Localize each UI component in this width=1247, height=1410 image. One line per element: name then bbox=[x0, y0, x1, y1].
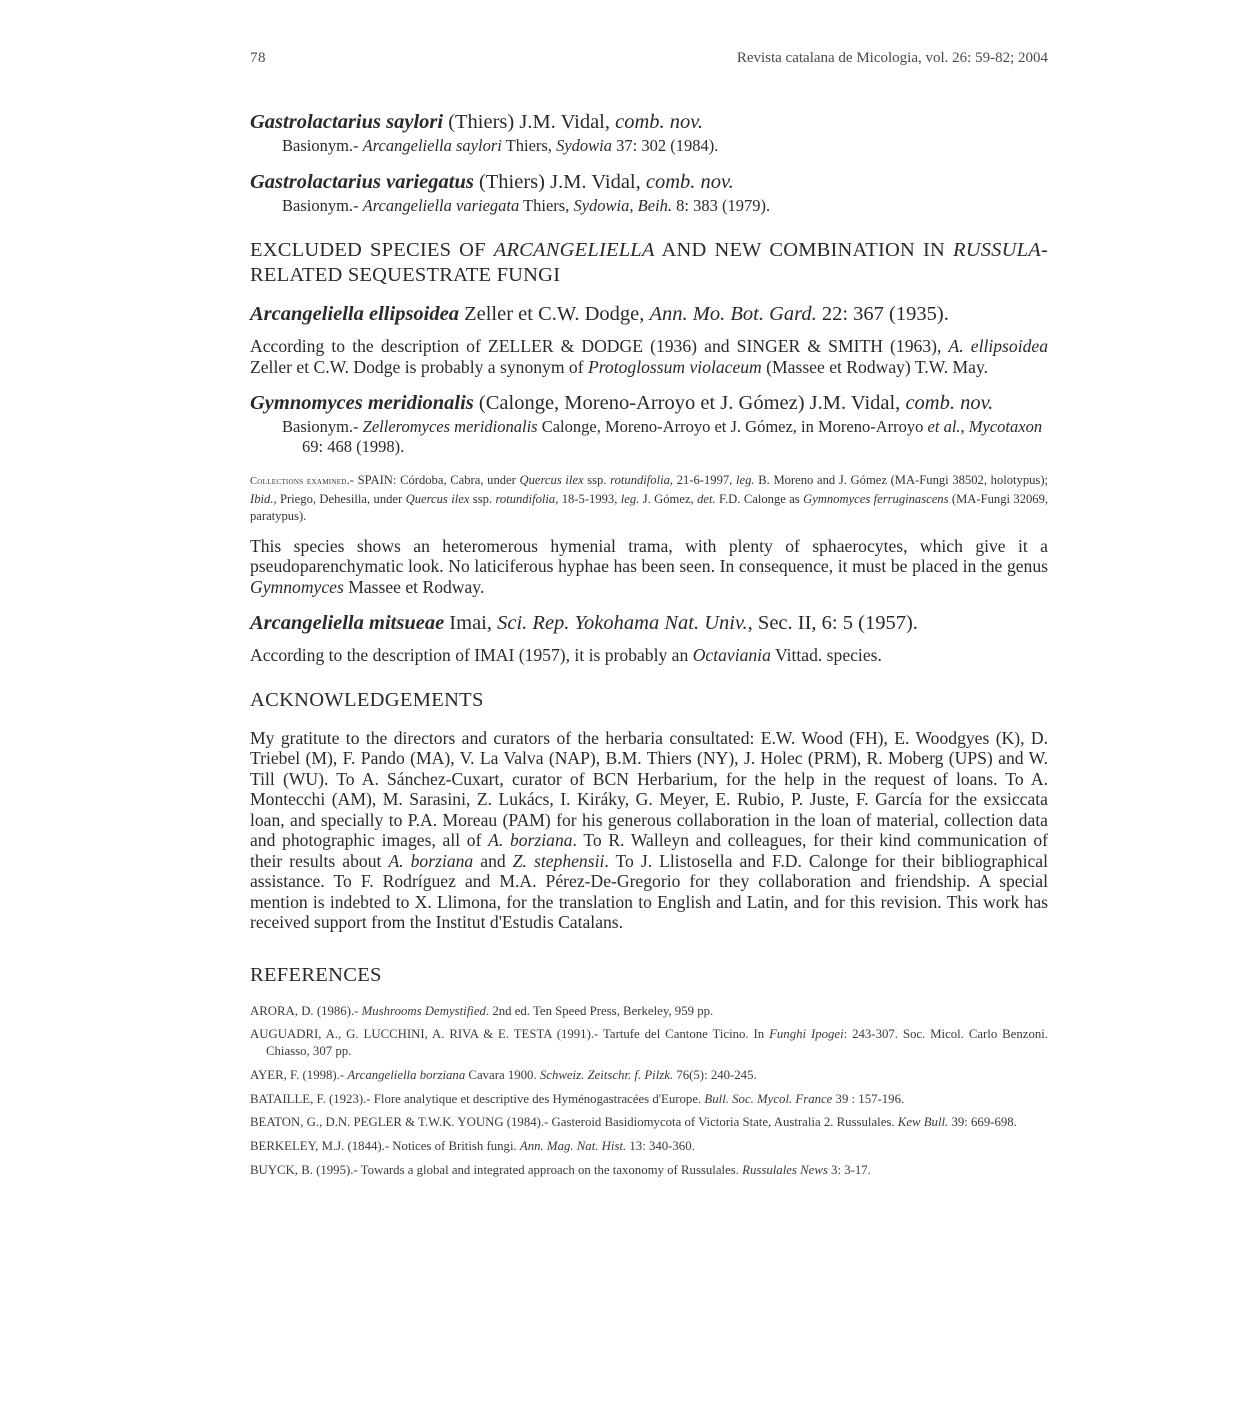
collections-examined bbox=[250, 472, 1048, 526]
basionym-citation: 8: 383 (1979). bbox=[672, 196, 771, 215]
reference-italic: Schweiz. Zeitschr. f. Pilzk. bbox=[539, 1067, 674, 1082]
text: (MA-Fungi 32069, paratypus). bbox=[250, 491, 1049, 523]
reference-text: BEATON, G., D.N. PEGLER & T.W.K. YOUNG (1984).- Gasteroid Basidiomycota of Victoria State, Australia 2. Russulales. bbox=[250, 1115, 898, 1130]
excluded-species-heading bbox=[250, 238, 1048, 288]
text: , Priego, Dehesilla, under bbox=[273, 491, 406, 506]
reference-italic: Mushrooms Demystified bbox=[361, 1003, 486, 1018]
text: J. Gómez, bbox=[639, 491, 698, 506]
taxon-name: Octaviania bbox=[692, 645, 771, 665]
basionym-author: Calonge, Moreno-Arroyo et J. Gómez, in Moreno-Arroyo bbox=[537, 417, 928, 436]
basionym-name: Zelleromyces meridionalis bbox=[362, 417, 538, 436]
text: According to the description of IMAI (1957), it is probably an bbox=[250, 645, 693, 665]
taxon-name: Protoglossum violaceum bbox=[587, 356, 762, 377]
reference-italic: Russulales News bbox=[742, 1163, 828, 1178]
basionym-author: Thiers, bbox=[519, 196, 574, 215]
reference-item bbox=[250, 1003, 1048, 1020]
text: Vittad. species. bbox=[770, 645, 882, 665]
species-title bbox=[250, 303, 1048, 326]
reference-italic: Kew Bull. bbox=[897, 1115, 949, 1130]
text: F.D. Calonge as bbox=[715, 491, 804, 506]
reference-item bbox=[250, 1138, 1048, 1155]
heading-genus: ARCANGELIELLA bbox=[493, 239, 655, 261]
basionym-name: Arcangeliella saylori bbox=[362, 136, 502, 155]
species-authors: (Thiers) J.M. Vidal, bbox=[478, 171, 646, 193]
reference-text: 76(5): 240-245. bbox=[673, 1067, 757, 1082]
species-authors: Zeller et C.W. Dodge, bbox=[458, 303, 650, 325]
reference-text: 39: 669-698. bbox=[948, 1115, 1017, 1130]
text: My gratitute to the directors and curators of the herbaria consultated: E.W. Wood (FH), E. Woodgyes (K), D. Triebel (M), F. Pando (MA), V. La Valva (NAP), B.M. Thiers (NY), J. Holec (PRM), R. Moberg (UPS) and W. Till (WU). To A. Sánchez-Cuxart, curator of BCN Herbarium, for the help in the request of loans. To A. Montecchi (AM), M. Sarasini, Z. Lukács, I. Kiráky, G. Meyer, E. Rubio, P. Juste, F. García for the exsiccata loan, and specially to P.A. Moreau (PAM) for his generous collaboration in the loan of material, collection data and photographic images, all of bbox=[250, 727, 1048, 850]
text: . To R. Walleyn and colleagues, for their kind communication of their results about bbox=[250, 830, 1048, 871]
text: ssp. bbox=[469, 491, 496, 506]
reference-text: 39 : 157-196. bbox=[832, 1091, 905, 1106]
basionym-label: Basionym.- bbox=[282, 136, 363, 155]
basionym-journal: Mycotaxon bbox=[968, 417, 1043, 436]
reference-text: 13: 340-360. bbox=[626, 1139, 695, 1154]
reference-item bbox=[250, 1091, 1048, 1108]
journal-citation: Revista catalana de Micologia, vol. 26: 59-82; 2004 bbox=[736, 50, 1048, 66]
species-name: Gymnomyces meridionalis bbox=[250, 392, 474, 414]
reference-text: AYER, F. (1998).- bbox=[250, 1067, 348, 1082]
reference-text: 3: 3-17. bbox=[827, 1163, 871, 1178]
species-title bbox=[250, 392, 1048, 415]
species-name: Arcangeliella ellipsoidea bbox=[250, 303, 459, 325]
basionym-label: Basionym.- bbox=[282, 196, 363, 215]
reference-italic: Funghi Ipogei bbox=[769, 1027, 844, 1042]
species-title bbox=[250, 111, 1048, 134]
page bbox=[250, 50, 1048, 1186]
text: .- SPAIN: Córdoba, Cabra, under bbox=[346, 473, 520, 487]
reference-item bbox=[250, 1026, 1048, 1060]
species-authors: (Calonge, Moreno-Arroyo et J. Gómez) J.M. Vidal, bbox=[473, 392, 906, 414]
species-discussion bbox=[250, 645, 1048, 666]
nomenclatural-status: comb. nov. bbox=[645, 171, 734, 193]
abbrev: det. bbox=[697, 491, 716, 506]
species-title bbox=[250, 171, 1048, 194]
species-authors: Imai, bbox=[444, 612, 498, 634]
text: (Massee et Rodway) T.W. May. bbox=[761, 356, 989, 377]
text: ssp. bbox=[583, 473, 611, 487]
running-header bbox=[250, 50, 1048, 67]
species-title bbox=[250, 612, 1048, 635]
reference-item bbox=[250, 1114, 1048, 1131]
species-discussion bbox=[250, 336, 1048, 377]
heading-text: -RELATED SEQUESTRATE FUNGI bbox=[250, 239, 1048, 286]
abbrev: Ibid. bbox=[250, 491, 274, 506]
heading-text: AND NEW COMBINATION IN bbox=[654, 239, 953, 261]
abbrev: leg. bbox=[620, 491, 640, 506]
journal-name: Sci. Rep. Yokohama Nat. Univ. bbox=[497, 612, 748, 634]
reference-text: BERKELEY, M.J. (1844).- Notices of British fungi. bbox=[250, 1139, 520, 1154]
taxon-name: A. ellipsoidea bbox=[948, 336, 1048, 356]
text: B. Moreno and J. Gómez (MA-Fungi 38502, holotypus); bbox=[754, 473, 1049, 487]
basionym-line bbox=[250, 417, 1048, 457]
species-name: Arcangeliella mitsueae bbox=[250, 612, 445, 634]
reference-text: : 243-307. Soc. Micol. Carlo Benzoni. Chiasso, 307 pp. bbox=[266, 1027, 1048, 1059]
reference-item bbox=[250, 1067, 1048, 1084]
basionym-citation: 37: 302 (1984). bbox=[611, 136, 719, 155]
reference-text: . 2nd ed. Ten Speed Press, Berkeley, 959 pp. bbox=[485, 1003, 714, 1018]
species-name: Gastrolactarius variegatus bbox=[250, 171, 474, 193]
basionym-line bbox=[250, 136, 1048, 156]
text: and bbox=[473, 850, 513, 871]
species-name: Gastrolactarius saylori bbox=[250, 111, 444, 133]
text: , 18-5-1993, bbox=[555, 491, 621, 506]
species-entry bbox=[250, 171, 1048, 216]
reference-text: Cavara 1900. bbox=[465, 1067, 540, 1082]
text: Massee et Rodway. bbox=[343, 576, 485, 597]
text: This species shows an heteromerous hymenial trama, with plenty of sphaerocytes, which give it a pseudoparenchymatic look. No laticiferous hyphae has been seen. In consequence, it must be placed in the genus bbox=[250, 535, 1048, 576]
text: Zeller et C.W. Dodge is probably a synonym of bbox=[250, 356, 588, 377]
species-entry bbox=[250, 111, 1048, 156]
citation: 22: 367 (1935). bbox=[816, 303, 949, 325]
basionym-author: Thiers, bbox=[501, 136, 557, 155]
reference-text: BATAILLE, F. (1923).- Flore analytique et descriptive des Hyménogastracées d'Europe. bbox=[250, 1091, 705, 1106]
acknowledgements-heading: ACKNOWLEDGEMENTS bbox=[250, 688, 484, 711]
basionym-line bbox=[250, 196, 1048, 216]
taxon-name: A. borziana bbox=[388, 850, 474, 871]
text: According to the description of ZELLER & DODGE (1936) and SINGER & SMITH (1963), bbox=[250, 336, 949, 356]
nomenclatural-status: comb. nov. bbox=[615, 111, 703, 133]
reference-item bbox=[250, 1162, 1048, 1179]
reference-text: BUYCK, B. (1995).- Towards a global and integrated approach on the taxonomy of Russulales. bbox=[250, 1163, 743, 1178]
et-al: et al. bbox=[927, 417, 961, 436]
nomenclatural-status: comb. nov. bbox=[905, 392, 994, 414]
heading-text: EXCLUDED SPECIES OF bbox=[250, 239, 494, 261]
taxon-name: Z. stephensii bbox=[512, 850, 605, 871]
taxon-name: A. borziana bbox=[488, 830, 573, 850]
text: , bbox=[960, 417, 969, 436]
text: , 21-6-1997, bbox=[669, 473, 736, 487]
basionym-citation: 69: 468 (1998). bbox=[302, 437, 405, 456]
taxon-name: Gymnomyces ferruginascens bbox=[803, 491, 949, 506]
taxon-name: Gymnomyces bbox=[250, 576, 344, 597]
species-authors: (Thiers) J.M. Vidal, bbox=[448, 111, 616, 133]
basionym-journal: Sydowia, Beih. bbox=[573, 196, 672, 215]
basionym-name: Arcangeliella variegata bbox=[362, 196, 520, 215]
journal-name: Ann. Mo. Bot. Gard. bbox=[649, 303, 817, 325]
collections-label: Collections examined bbox=[250, 476, 347, 487]
citation: , Sec. II, 6: 5 (1957). bbox=[747, 612, 918, 634]
abbrev: leg. bbox=[736, 473, 755, 487]
page-number: 78 bbox=[250, 50, 266, 66]
heading-genus: RUSSULA bbox=[953, 239, 1041, 261]
basionym-label: Basionym.- bbox=[282, 417, 363, 436]
taxon-name: Quercus ilex bbox=[519, 473, 584, 487]
reference-italic: Bull. Soc. Mycol. France bbox=[704, 1091, 833, 1106]
reference-text: ARORA, D. (1986).- bbox=[250, 1003, 362, 1018]
taxon-name: rotundifolia bbox=[610, 473, 670, 487]
basionym-journal: Sydowia bbox=[556, 136, 612, 155]
reference-italic: Arcangeliella borziana bbox=[347, 1067, 466, 1082]
references-heading: REFERENCES bbox=[250, 963, 382, 986]
reference-text: AUGUADRI, A., G. LUCCHINI, A. RIVA & E. TESTA (1991).- Tartufe del Cantone Ticino. In bbox=[250, 1027, 770, 1042]
species-discussion bbox=[250, 536, 1048, 598]
reference-italic: Ann. Mag. Nat. Hist. bbox=[519, 1139, 627, 1154]
taxon-name: Quercus ilex bbox=[405, 491, 470, 506]
acknowledgements-text bbox=[250, 728, 1048, 933]
text: . To J. Llistosella and F.D. Calonge for their bibliographical assistance. To F. Rodríguez and M.A. Pérez-De-Gregorio for they collaboration and friendship. A special mention is indebted to X. Llimona, for the translation to English and Latin, and for this revision. This work has received support from the Institut d'Estudis Catalans. bbox=[250, 850, 1048, 932]
reference-list bbox=[250, 1003, 1048, 1179]
taxon-name: rotundifolia bbox=[495, 491, 556, 506]
